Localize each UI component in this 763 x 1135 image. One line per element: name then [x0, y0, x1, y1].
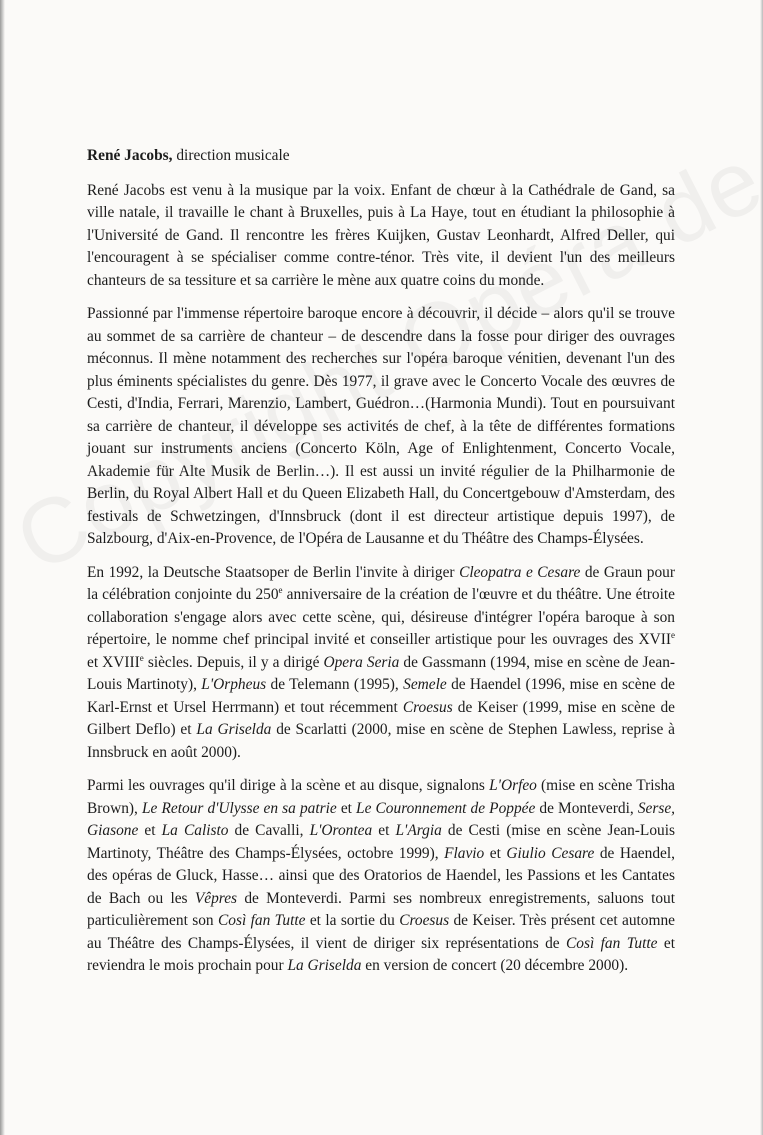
- ordinal-superscript: e: [278, 584, 283, 595]
- text-run: et reviendra le mois prochain pour: [87, 934, 675, 974]
- text-run: de Cesti (mise en scène Jean-Louis Martinoty, Théâtre des Champs-Élysées, octobre 1999),: [87, 822, 675, 862]
- work-title: Semele: [403, 676, 447, 693]
- paragraph-berlin-staatsoper: [87, 562, 675, 765]
- text-run: en version de concert (20 décembre 2000).: [361, 957, 629, 974]
- text-run: et: [484, 844, 507, 862]
- text-run: de Graun pour la célébration conjointe du 250: [87, 563, 675, 603]
- work-title: Opera Seria: [323, 653, 400, 671]
- work-title: L'Orfeo: [489, 777, 537, 794]
- work-title: Così fan Tutte: [218, 912, 306, 929]
- work-title: Flavio: [444, 844, 485, 862]
- paragraph-recordings: [87, 775, 675, 978]
- text-run: Parmi les ouvrages qu'il dirige à la scène et au disque, signalons: [87, 777, 490, 794]
- work-title: La Griselda: [196, 721, 272, 738]
- text-run: En 1992, la Deutsche Staatsoper de Berlin l'invite à diriger: [87, 563, 460, 581]
- artist-name: René Jacobs,: [87, 147, 173, 164]
- text-run: de Haendel, des opéras de Gluck, Hasse… ainsi que des Oratorios de Haendel, les Passions et les Cantates de Bach ou les: [87, 844, 675, 907]
- work-title: Le Retour d'Ulysse en sa patrie: [141, 799, 337, 817]
- text-run: et: [138, 822, 162, 839]
- work-title: La Calisto: [161, 822, 229, 839]
- text-run: et: [336, 799, 357, 817]
- work-title: Vêpres: [194, 889, 238, 907]
- text-run: de Keiser. Très présent cet automne au Théâtre des Champs-Élysées, il vient de diriger six représentations de: [87, 912, 675, 952]
- text-run: de Gassmann (1994, mise en scène de Jean-Louis Martinoty),: [87, 653, 676, 693]
- work-title: Croesus: [399, 912, 450, 929]
- text-run: et: [372, 822, 396, 839]
- text-run: de Haendel (1996, mise en scène de Karl-Ernst et Ursel Herrmann) et tout récemment: [87, 676, 675, 716]
- paragraph-conducting-career: [87, 303, 675, 551]
- text-run: de Telemann (1995),: [266, 676, 404, 693]
- text-run: de Monteverdi,: [535, 799, 638, 817]
- artist-role: direction musicale: [172, 147, 290, 164]
- work-title: L'Orontea: [309, 822, 373, 839]
- text-run: Passionné par l'immense répertoire baroque encore à découvrir, il décide – alors qu'il se trouve au sommet de sa carrière de chanteur – de descendre dans la fosse pour diriger des ouvrages méconnus. Il mène notamment des recherches sur l'opéra baroque vénitien, devenant l'un des plus éminents spécialistes du genre. Dès 1977, il grave avec le Concerto Vocale des œuvres de Cesti, d'India, Ferrari, Marenzio, Lambert, Guédron…(Harmonia Mundi). Tout en poursuivant sa carrière de chanteur, il développe ses activités de chef, à la tête de différentes formations jouant sur instruments anciens (Concerto Köln, Age of Enlightenment, Concerto Vocale, Akademie für Alte Musik de Berlin…). Il est aussi un invité régulier de la Philharmonie de Berlin, du Royal Albert Hall et du Queen Elizabeth Hall, du Concertgebouw d'Amsterdam, des festivals de Schwetzingen, d'Innsbruck (dont il est directeur artistique depuis 1997), de Salzbourg, d'Aix-en-Provence, de l'Opéra de Lausanne et du Théâtre des Champs-Élysées.: [87, 305, 675, 547]
- text-run: et la sortie du: [305, 912, 400, 929]
- work-title: Così fan Tutte: [566, 934, 658, 952]
- text-run: et XVIII: [87, 653, 140, 671]
- text-run: (mise en scène Trisha Brown),: [87, 777, 675, 817]
- biography-heading: [87, 145, 675, 168]
- biography-article: [87, 145, 675, 989]
- text-run: de Scarlatti (2000, mise en scène de Stephen Lawless, reprise à Innsbruck en août 2000).: [87, 721, 675, 761]
- text-run: René Jacobs est venu à la musique par la voix. Enfant de chœur à la Cathédrale de Gand, sa ville natale, il travaille le chant à Bruxelles, puis à La Haye, tout en étudiant la philosophie à l'Université de Gand. Il rencontre les frères Kuijken, Gustav Leonhardt, Alfred Deller, qui l'encouragent à se spécialiser comme contre-ténor. Très vite, il devient l'un des meilleurs chanteurs de sa tessiture et sa carrière le mène aux quatre coins du monde.: [87, 181, 675, 289]
- work-title: L'Orpheus: [201, 676, 267, 693]
- text-run: anniversaire de la création de l'œuvre et du théâtre. Une étroite collaboration s'engage alors avec cette scène, qui, désireuse d'intégrer l'opéra baroque à son répertoire, le nomme chef principal invité et conseiller artistique pour les ouvrages des XVII: [87, 586, 675, 648]
- text-run: de Keiser (1999, mise en scène de Gilbert Deflo) et: [87, 698, 675, 738]
- text-run: siècles. Depuis, il y a dirigé: [143, 653, 324, 671]
- page-edge-shadow-left: [0, 0, 5, 1135]
- text-run: de Cavalli,: [228, 822, 310, 839]
- work-title: L'Argia: [395, 822, 442, 839]
- work-title: La Griselda: [287, 957, 362, 974]
- ordinal-superscript: e: [671, 629, 675, 640]
- work-title: Cleopatra e Cesare: [459, 563, 581, 581]
- paragraph-early-career: [87, 180, 675, 293]
- work-title: Serse, Giasone: [87, 799, 675, 839]
- work-title: Croesus: [402, 698, 453, 716]
- text-run: de Monteverdi. Parmi ses nombreux enregistrements, saluons tout particulièrement son: [87, 889, 676, 929]
- ordinal-superscript: e: [139, 652, 144, 663]
- work-title: Giulio Cesare: [506, 844, 595, 862]
- work-title: Le Couronnement de Poppée: [356, 799, 536, 817]
